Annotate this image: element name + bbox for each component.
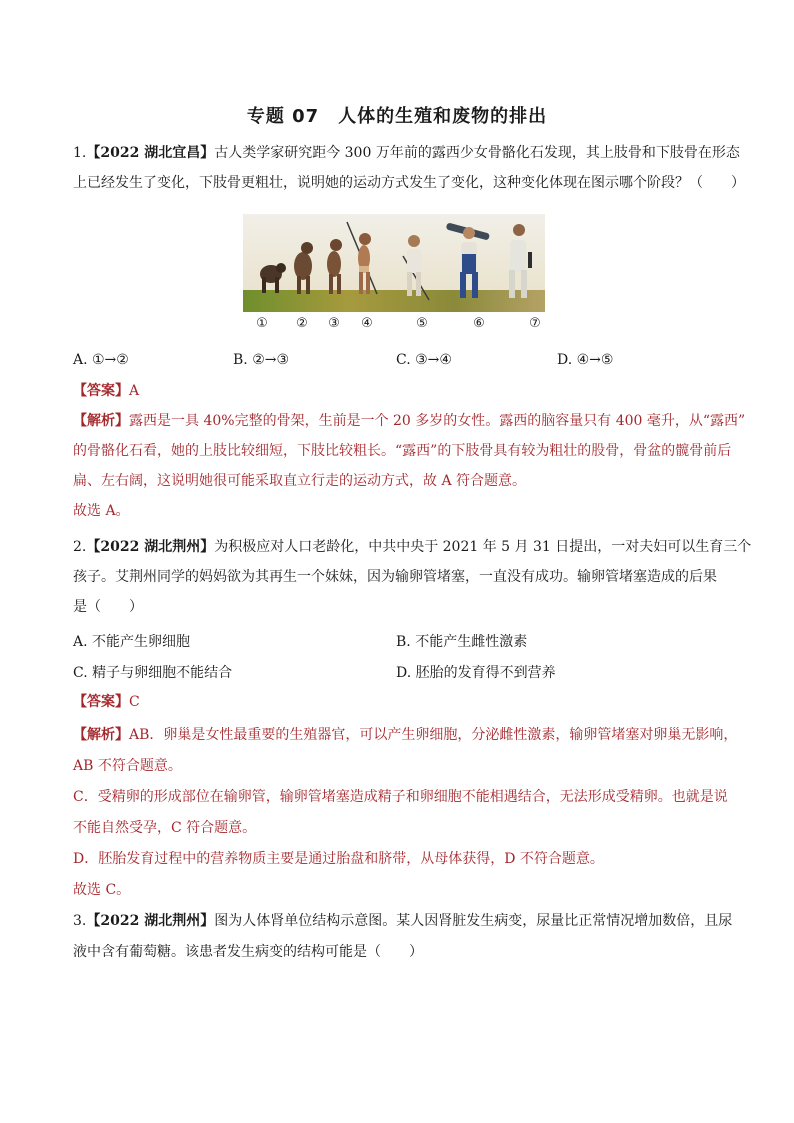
q1-answer-tag: 【答案】	[73, 383, 129, 399]
q1-number: 1.	[73, 145, 87, 161]
q2-analysis-line5: D．胚胎发育过程中的营养物质主要是通过胎盘和脐带，从母体获得，D 不符合题意。	[73, 851, 604, 867]
q2-option-d[interactable]: D. 胚胎的发育得不到营养	[396, 665, 556, 681]
q2-source-tag: 【2022 湖北荆州】	[86, 539, 215, 555]
q1-stem-line2: 上已经发生了变化，下肢骨更粗壮，说明她的运动方式发生了变化，这种变化体现在图示哪个阶段？（ ）	[73, 175, 745, 191]
q2-answer-value: C	[129, 694, 140, 710]
stage-label-7: ⑦	[529, 316, 541, 331]
q2-option-c[interactable]: C. 精子与卵细胞不能结合	[73, 665, 233, 681]
q3-stem-line1	[73, 912, 733, 930]
q1-stem-line1	[73, 144, 740, 162]
q2-analysis-line2: AB 不符合题意。	[73, 758, 182, 774]
q2-answer	[73, 693, 733, 711]
q2-option-a[interactable]: A. 不能产生卵细胞	[73, 634, 191, 650]
stage-label-5: ⑤	[416, 316, 428, 331]
q2-analysis-text1: AB．卵巢是女性最重要的生殖器官，可以产生卵细胞，分泌雌性激素，输卵管堵塞对卵巢无影响，	[129, 727, 738, 743]
q2-stem-line2: 孩子。艾荆州同学的妈妈欲为其再生一个妹妹，因为输卵管堵塞，一直没有成功。输卵管堵塞造成的后果	[73, 569, 717, 585]
q1-analysis-line3: 扁、左右阔，这说明她很可能采取直立行走的运动方式，故 A 符合题意。	[73, 473, 527, 489]
q3-number: 3.	[73, 913, 87, 929]
stage-number-labels	[256, 316, 541, 331]
q2-text-line1: 为积极应对人口老龄化，中共中央于 2021 年 5 月 31 日提出，一对夫妇可以生育三个	[214, 539, 752, 555]
stage-label-2: ②	[296, 316, 308, 331]
page-title: 专题 07 人体的生殖和废物的排出	[246, 106, 548, 127]
q3-source-tag: 【2022 湖北荆州】	[86, 913, 215, 929]
q2-answer-tag: 【答案】	[73, 694, 129, 710]
q1-conclusion: 故选 A。	[73, 503, 130, 519]
stage-label-3: ③	[328, 316, 340, 331]
q1-source-tag: 【2022 湖北宜昌】	[86, 145, 215, 161]
stage-label-1: ①	[256, 316, 268, 331]
q1-answer	[73, 382, 733, 400]
q1-analysis-tag: 【解析】	[73, 413, 129, 429]
q2-stem-line1	[73, 538, 752, 556]
q2-stem-line3: 是（ ）	[73, 599, 143, 615]
q2-analysis-line1	[73, 726, 738, 744]
q1-option-b[interactable]: B. ②→③	[233, 352, 290, 368]
q1-text-line1: 古人类学家研究距今 300 万年前的露西少女骨骼化石发现，其上肢骨和下肢骨在形态	[214, 145, 740, 161]
q2-number: 2.	[73, 539, 87, 555]
q1-analysis-line2: 的骨骼化石看，她的上肢比较细短，下肢比较粗长。“露西”的下肢骨具有较为粗壮的股骨，骨盆的髋骨前后	[73, 443, 732, 459]
q2-analysis-tag: 【解析】	[73, 727, 129, 743]
q2-analysis-line4: 不能自然受孕，C 符合题意。	[73, 820, 257, 836]
q2-option-b[interactable]: B. 不能产生雌性激素	[396, 634, 528, 650]
q2-analysis-line3: C．受精卵的形成部位在输卵管，输卵管堵塞造成精子和卵细胞不能相遇结合，无法形成受精卵。也就是说	[73, 789, 728, 805]
figure-ground	[243, 290, 545, 312]
stage-label-6: ⑥	[473, 316, 485, 331]
q2-conclusion: 故选 C。	[73, 882, 131, 898]
q3-stem-line2: 液中含有葡萄糖。该患者发生病变的结构可能是（ ）	[73, 944, 423, 960]
q1-option-c[interactable]: C. ③→④	[396, 352, 452, 368]
q3-text-line1: 图为人体肾单位结构示意图。某人因肾脏发生病变，尿量比正常情况增加数倍，且尿	[214, 913, 733, 929]
q1-option-d[interactable]: D. ④→⑤	[557, 352, 614, 368]
q1-option-a[interactable]: A. ①→②	[73, 352, 129, 368]
q1-answer-value: A	[129, 383, 140, 399]
human-evolution-figure	[243, 214, 545, 332]
q1-analysis-text1: 露西是一具 40%完整的骨架，生前是一个 20 多岁的女性。露西的脑容量只有 400 毫升，从“露西”	[129, 413, 746, 429]
stage-label-4: ④	[361, 316, 373, 331]
q1-analysis-line1	[73, 412, 746, 430]
